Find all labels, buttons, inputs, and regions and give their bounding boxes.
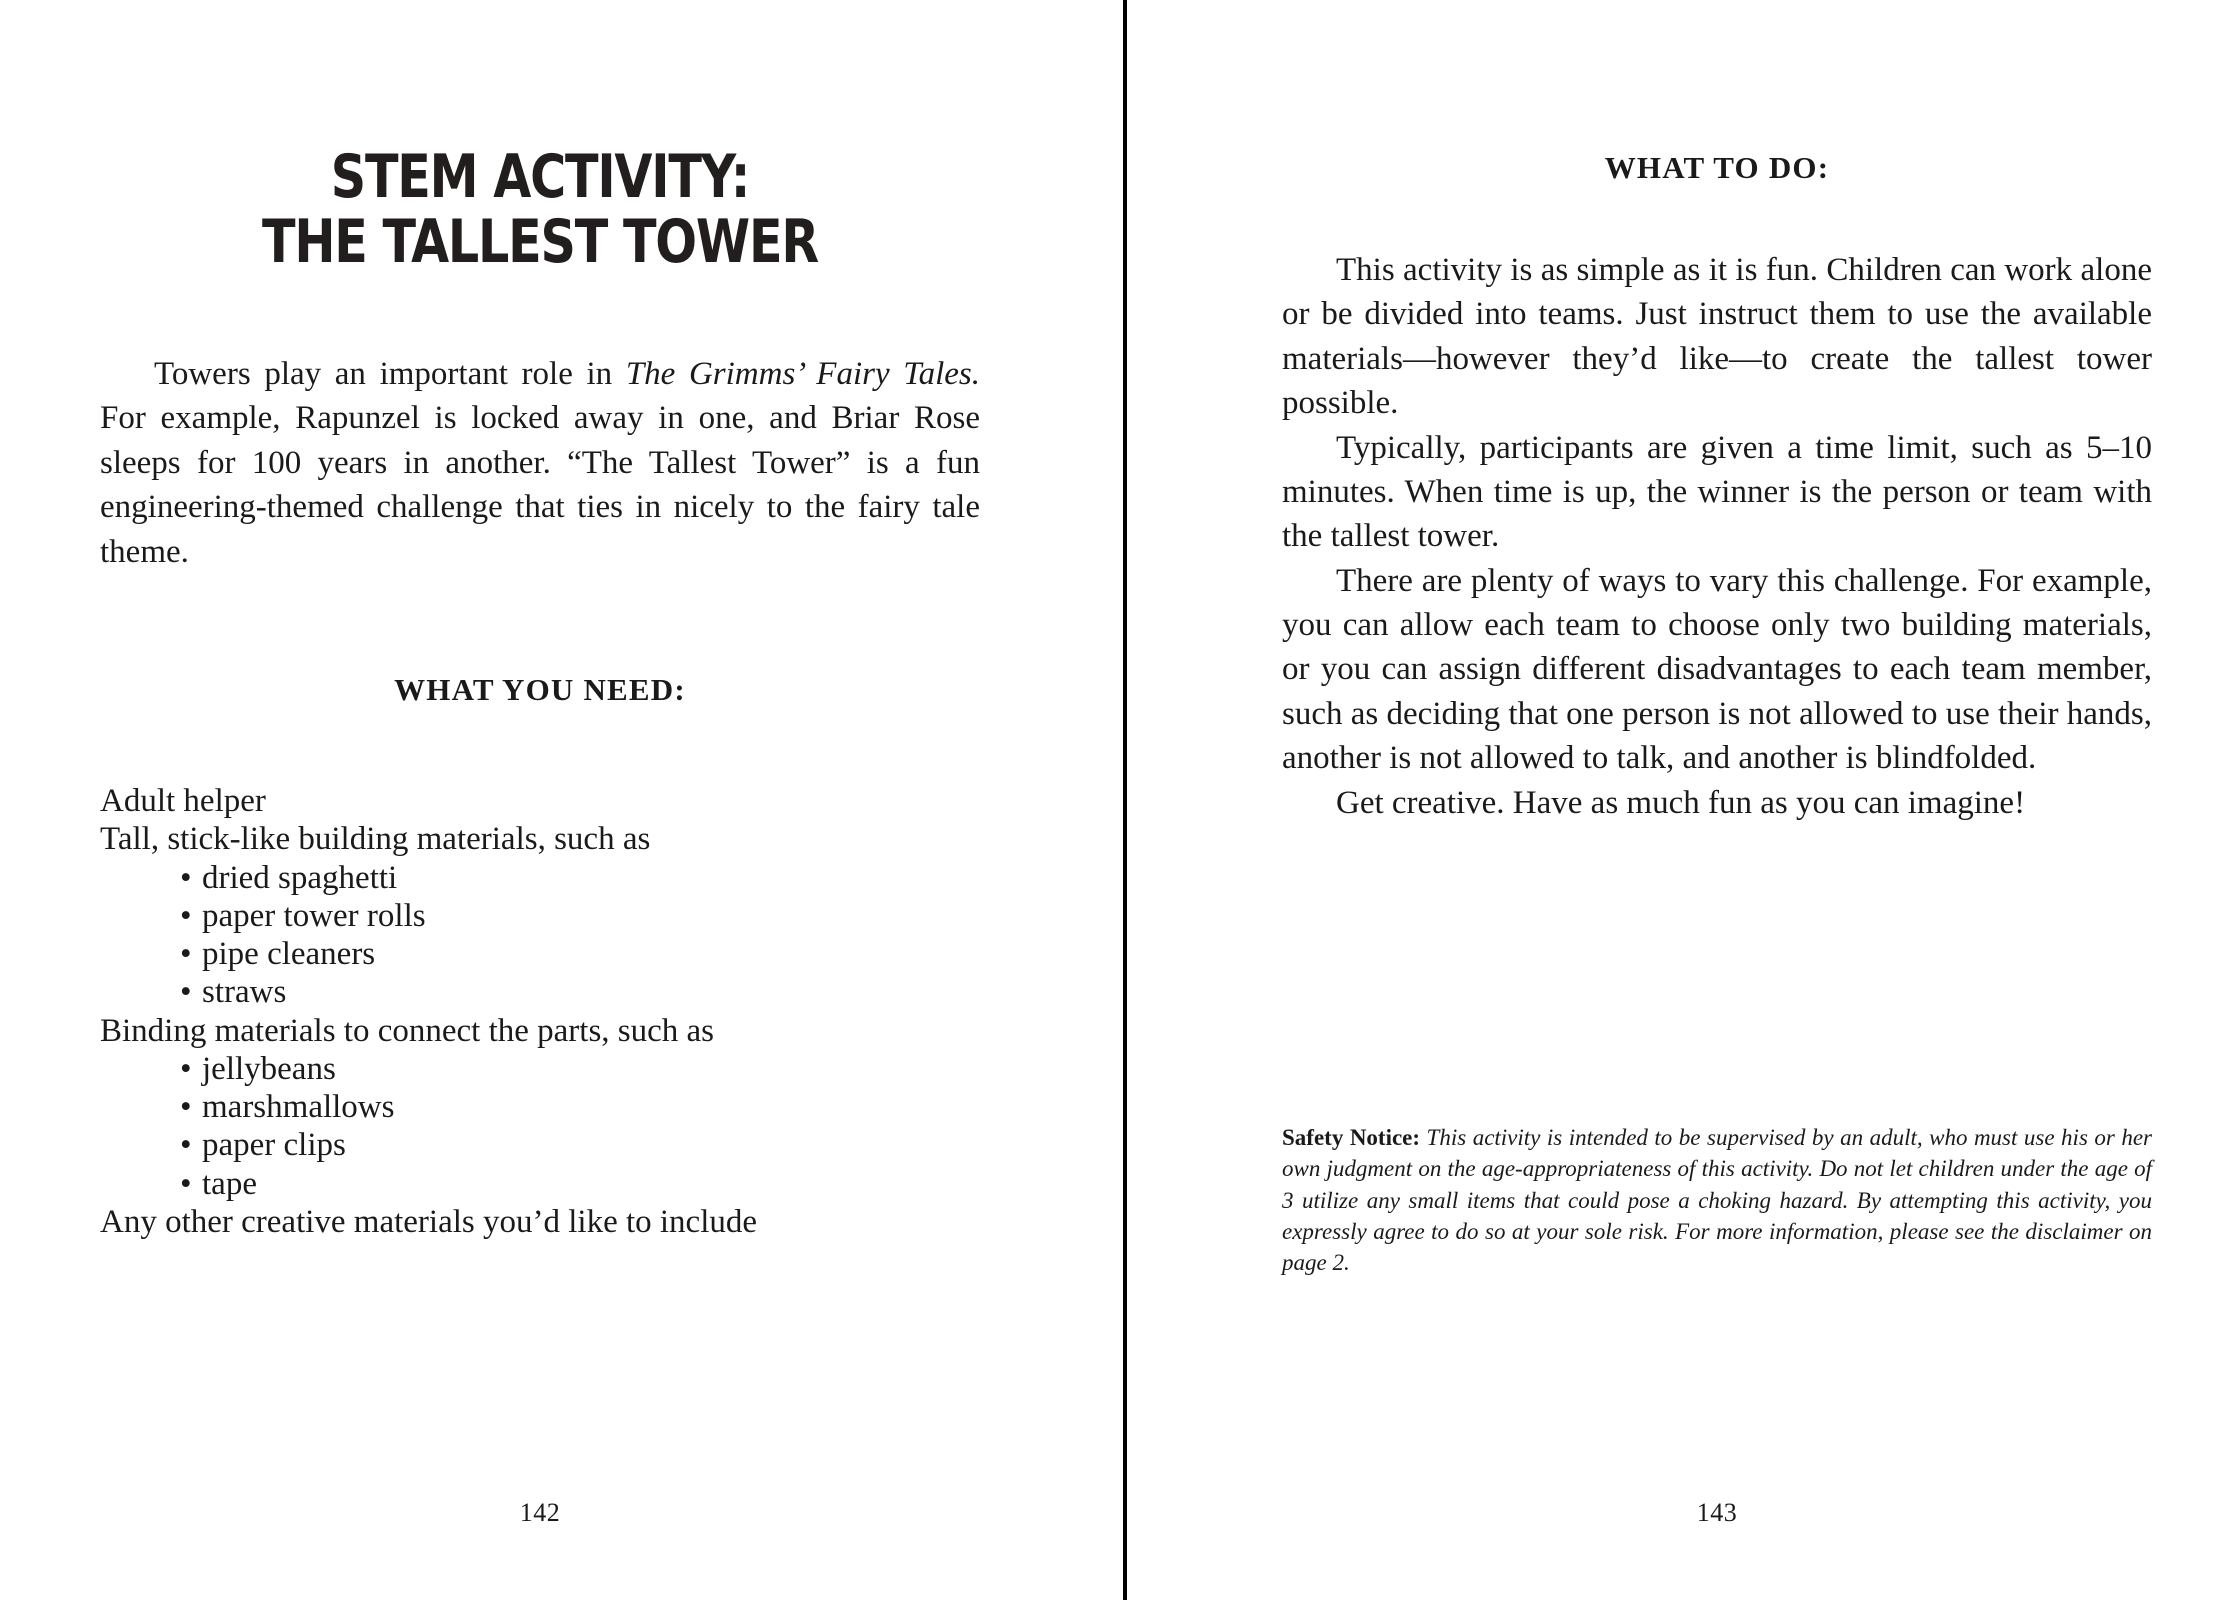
safety-notice-label: Safety Notice: [1282, 1125, 1421, 1150]
left-page-text-block [100, 0, 980, 1600]
material-label: Adult helper [100, 783, 266, 819]
material-bullet-item [100, 859, 980, 897]
safety-notice [1282, 1122, 2152, 1278]
folio-right: 143 [1696, 1498, 1738, 1527]
material-label: marshmallows [202, 1089, 395, 1126]
what-to-do-paragraph: There are plenty of ways to vary this challenge. For example, you can allow each team to choose only two building materials, or you can assign different disadvantages to each team member, such as deciding that one person is not allowed to use their hands, another is not allowed to talk, and another is blindfolded. [1282, 562, 2152, 777]
what-you-need-heading: WHAT YOU NEED: [394, 672, 686, 707]
materials-list [100, 782, 980, 1241]
material-bullet-item [100, 935, 980, 973]
intro-paragraph-wrap [100, 352, 980, 574]
material-bullet-item [100, 1165, 980, 1203]
material-label: straws [202, 974, 287, 1011]
activity-title [179, 142, 901, 277]
material-bullet-item [100, 973, 980, 1011]
what-to-do-paragraph: Get creative. Have as much fun as you can imagine! [1336, 784, 2026, 821]
what-to-do-heading: WHAT TO DO: [1604, 150, 1830, 185]
material-bullet-item [100, 1050, 980, 1088]
material-item [100, 820, 980, 858]
material-item [100, 1203, 980, 1241]
material-label: Tall, stick-like building materials, such as [100, 821, 651, 858]
intro-text-part-2: For example, Rapunzel is locked away in one, and Briar Rose sleeps for 100 years in another. “The Tallest Tower” is a fun engineering-themed challenge that ties in nicely to the fairy tale theme. [100, 400, 980, 570]
what-to-do-paragraph: This activity is as simple as it is fun. Children can work alone or be divided into teams. Just instruct them to use the available materials—however they’d like—to create the tallest tower possible. [1282, 252, 2152, 422]
material-bullet-item [100, 1126, 980, 1164]
bullet-icon: • [180, 859, 192, 896]
what-to-do-heading-wrap [1282, 150, 2152, 186]
material-label: dried spaghetti [202, 859, 398, 896]
bullet-icon: • [180, 1127, 192, 1164]
material-item [100, 782, 980, 820]
safety-notice-wrap [1282, 1122, 2152, 1278]
bullet-icon: • [180, 974, 192, 1011]
intro-paragraph [100, 352, 980, 574]
material-label: Any other creative materials you’d like to include [100, 1203, 758, 1240]
bullet-icon: • [180, 1089, 192, 1126]
material-label: pipe cleaners [202, 936, 376, 973]
safety-notice-text: This activity is intended to be supervised by an adult, who must use his or her own judgment on the age-appropriateness of this activity. Do not let children under the age of 3 utilize any small items that could pose a choking hazard. By attempting this activity, you expressly agree to do so at your sole risk. For more information, please see the disclaimer on page 2. [1282, 1125, 2152, 1276]
intro-text-part-1: Towers play an important role in [154, 356, 626, 392]
what-to-do-paragraph: Typically, participants are given a time limit, such as 5–10 minutes. When time is up, the winner is the person or team with the tallest tower. [1282, 429, 2152, 555]
bullet-icon: • [180, 897, 192, 934]
folio-left: 142 [519, 1498, 561, 1527]
activity-title-line-1: STEM ACTIVITY: [330, 142, 750, 212]
what-you-need-heading-wrap [100, 672, 980, 708]
material-label: paper clips [202, 1127, 346, 1164]
material-bullet-item [100, 1088, 980, 1126]
bullet-icon: • [180, 1050, 192, 1087]
material-label: tape [202, 1165, 257, 1202]
bullet-icon: • [180, 1165, 192, 1202]
bullet-icon: • [180, 936, 192, 973]
material-item [100, 1012, 980, 1050]
right-page [1127, 0, 2240, 1600]
right-page-text-block [1282, 0, 2152, 1600]
material-label: Binding materials to connect the parts, such as [100, 1012, 715, 1049]
material-label: jellybeans [202, 1050, 336, 1087]
what-to-do-paragraphs [1282, 248, 2152, 825]
activity-title-line-2: THE TALLEST TOWER [262, 206, 818, 277]
material-label: paper tower rolls [202, 897, 426, 934]
material-bullet-item [100, 897, 980, 935]
intro-italic-book-title: The Grimms’ Fairy Tales. [625, 356, 980, 392]
